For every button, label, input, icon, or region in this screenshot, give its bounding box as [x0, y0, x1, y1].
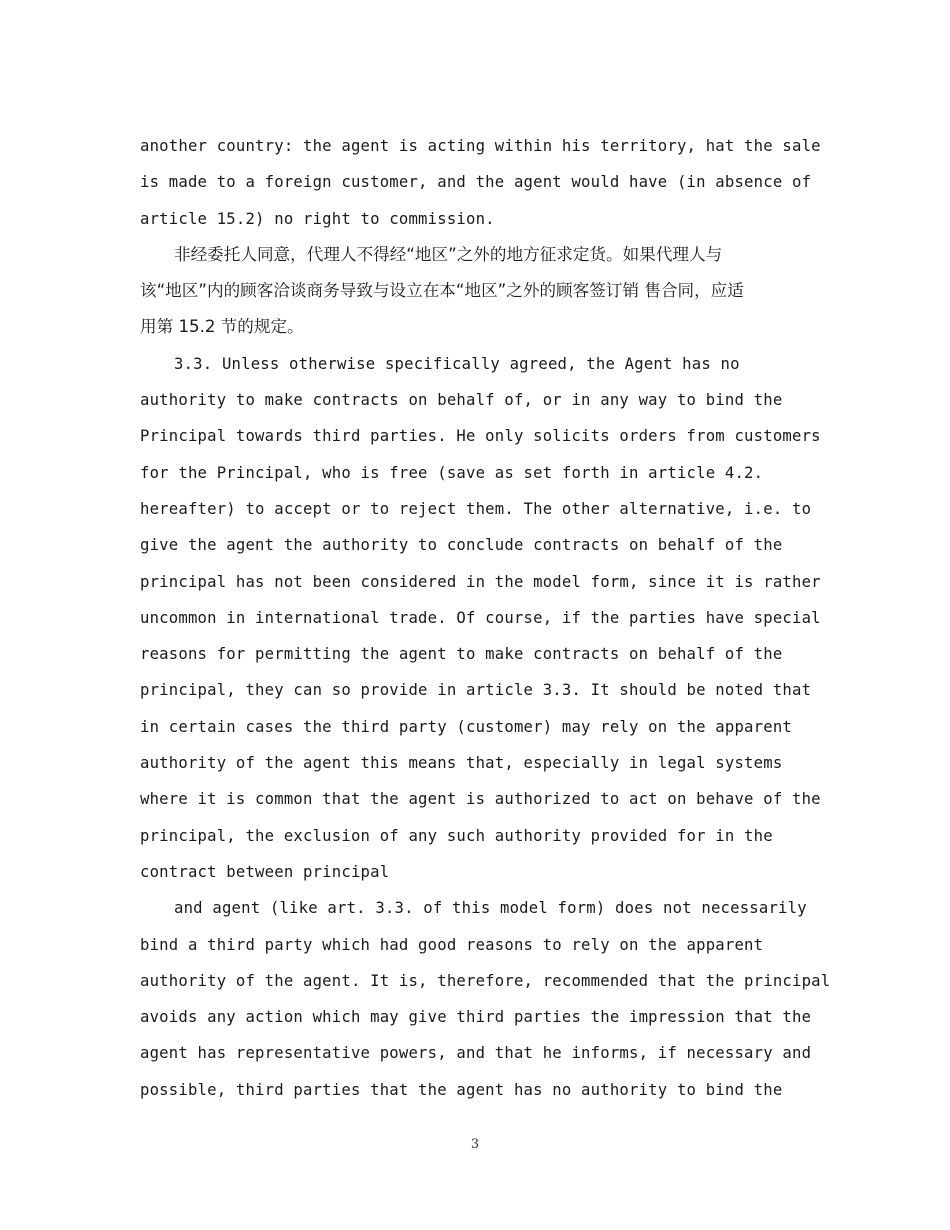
text-line: is made to a foreign customer, and the agent would have (in absence of — [140, 173, 812, 192]
text-line: 非经委托人同意，代理人不得经“地区”之外的地方征求定货。如果代理人与 — [174, 244, 723, 264]
text-line: contract between principal — [140, 862, 390, 881]
text-line: authority to make contracts on behalf of, or in any way to bind the — [140, 391, 783, 410]
text-line: principal has not been considered in the model form, since it is rather — [140, 572, 821, 591]
text-line: principal, the exclusion of any such authority provided for in the — [140, 826, 773, 845]
text-line: bind a third party which had good reasons to rely on the apparent — [140, 935, 764, 954]
text-line: 该“地区”内的顾客洽谈商务导致与设立在本“地区”之外的顾客签订销 售合同，应适 — [140, 281, 744, 301]
text-line: authority of the agent this means that, especially in legal systems — [140, 754, 783, 773]
body-text — [140, 128, 830, 1108]
text-line: 用第 15.2 节的规定。 — [140, 317, 304, 337]
text-line: possible, third parties that the agent has no authority to bind the — [140, 1080, 783, 1099]
text-line: another country: the agent is acting within his territory, hat the sale — [140, 137, 821, 155]
text-line: and agent (like art. 3.3. of this model form) does not necessarily — [174, 899, 807, 918]
text-line: Principal towards third parties. He only solicits orders from customers — [140, 427, 821, 446]
text-line: give the agent the authority to conclude contracts on behalf of the — [140, 536, 783, 555]
text-line: for the Principal, who is free (save as set forth in article 4.2. — [140, 463, 764, 482]
text-line: principal, they can so provide in article 3.3. It should be noted that — [140, 681, 812, 700]
text-line: hereafter) to accept or to reject them. The other alternative, i.e. to — [140, 499, 812, 518]
text-line: in certain cases the third party (customer) may rely on the apparent — [140, 717, 792, 736]
page-number: 3 — [470, 1137, 480, 1152]
text-line: authority of the agent. It is, therefore, recommended that the principal — [140, 971, 831, 990]
text-line: 3.3. Unless otherwise specifically agreed, the Agent has no — [174, 354, 740, 373]
text-line: agent has representative powers, and that he informs, if necessary and — [140, 1044, 812, 1063]
text-line: avoids any action which may give third parties the impression that the — [140, 1008, 812, 1027]
text-line: reasons for permitting the agent to make contracts on behalf of the — [140, 645, 783, 664]
text-line: article 15.2) no right to commission. — [140, 209, 495, 228]
text-line: uncommon in international trade. Of course, if the parties have special — [140, 608, 821, 627]
text-line: where it is common that the agent is authorized to act on behave of the — [140, 790, 821, 809]
